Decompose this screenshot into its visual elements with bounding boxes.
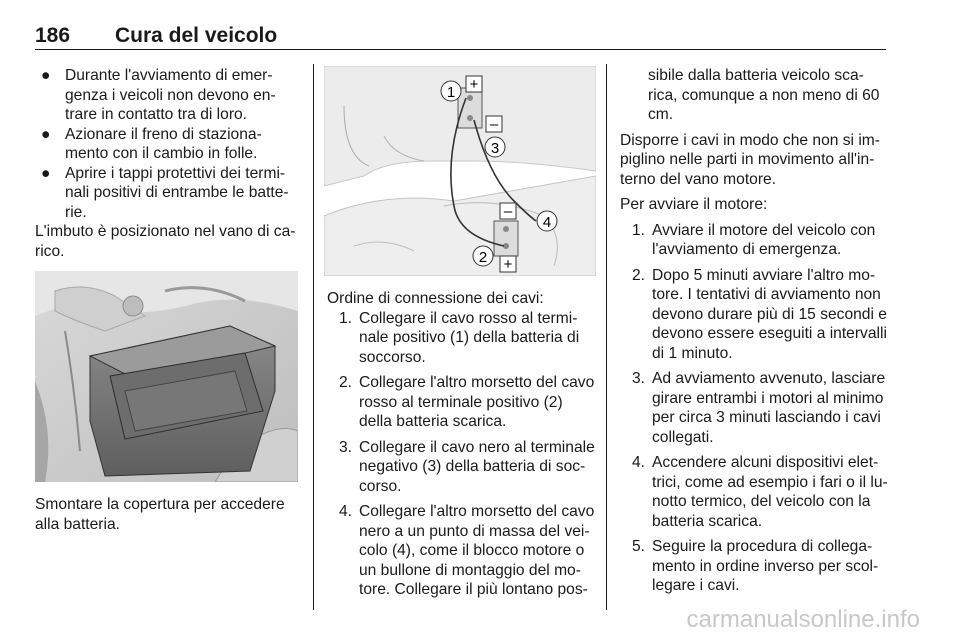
column-3 <box>620 66 888 602</box>
jump-start-illustration <box>324 66 596 276</box>
callout-4: 4 <box>542 214 552 231</box>
continuation-text: sibile dalla batteria veicolo sca-rica, comunque a non meno di 60 cm. <box>648 67 880 123</box>
battery-cover-illustration <box>35 271 298 482</box>
header-rule <box>35 49 886 50</box>
column-divider-2 <box>606 64 607 610</box>
bullet-item: ● Azionare il freno di staziona-mento con il cambio in folle. <box>41 125 262 162</box>
list-item: 4. Collegare l'altro morsetto del cavo nero a un punto di massa del vei-colo (4), come il blocco motore o un bullone di montaggio del mo-tore. Collegare il più lontano pos- <box>339 503 595 598</box>
funnel-paragraph: L'imbuto è posizionato nel vano di ca-rico. <box>35 223 296 260</box>
list-item: 3. Ad avviamento avvenuto, lasciare girare entrambi i motori al minimo per circa 3 minuti lasciando i cavi collegati. <box>632 370 886 446</box>
plus-symbol-bottom: + <box>503 256 513 273</box>
list-item: 5. Seguire la procedura di collega-mento in ordine inverso per scol-legare i cavi. <box>632 538 879 594</box>
start-steps <box>620 221 888 596</box>
figure-caption-block <box>35 495 303 534</box>
callout-3: 3 <box>490 140 500 157</box>
watermark: carmanualsonline.info <box>686 606 920 633</box>
bullet-icon: ● <box>41 164 51 182</box>
bullet-icon: ● <box>41 67 51 84</box>
plus-symbol-top: + <box>469 76 479 93</box>
minus-symbol-bottom: – <box>503 203 513 220</box>
bullet-item: ● Durante l'avviamento di emer-genza i veicoli non devono en-trare in contatto tra di loro. <box>41 67 276 123</box>
page-header <box>35 18 885 48</box>
bullet-icon: ● <box>41 125 51 143</box>
cables-paragraph: Disporre i cavi in modo che non si im-piglino nelle parti in movimento all'in-terno del vano motore. <box>620 131 880 188</box>
callout-2: 2 <box>478 249 488 266</box>
list-item: 2. Dopo 5 minuti avviare l'altro mo-tore. I tentativi di avviamento non devono durare più di 15 secondi e devono essere eseguiti a intervalli di 1 minuto. <box>632 266 887 362</box>
jump-start-diagram <box>324 66 596 276</box>
list-item: 1. Avviare il motore del veicolo con l'avviamento di emergenza. <box>632 221 876 258</box>
bullet-item: ● Aprire i tappi protettivi dei termi-nali positivi di entrambe le batte-rie. <box>41 164 289 221</box>
callout-1: 1 <box>446 84 456 101</box>
list-item: 1. Collegare il cavo rosso al termi-nale positivo (1) della batteria di soccorso. <box>339 309 580 366</box>
page-title: Cura del veicolo <box>115 24 278 47</box>
list-item: 2. Collegare l'altro morsetto del cavo rosso al terminale positivo (2) della batteria scarica. <box>339 374 595 430</box>
battery-cover-figure <box>35 271 298 482</box>
list-item: 4. Accendere alcuni dispositivi elet-trici, come ad esempio i fari o il lu-notto termico, del veicolo con la batteria scarica. <box>632 454 888 530</box>
connection-intro: Ordine di connessione dei cavi: <box>327 290 544 307</box>
column-1 <box>35 66 303 261</box>
column-2 <box>327 289 595 606</box>
column-divider-1 <box>313 64 314 610</box>
figure-caption: Smontare la copertura per accedere alla batteria. <box>35 496 285 533</box>
start-intro: Per avviare il motore: <box>620 196 768 213</box>
page-number: 186 <box>35 24 71 47</box>
connection-steps <box>327 309 595 600</box>
minus-symbol-top: – <box>489 116 499 133</box>
list-item: 3. Collegare il cavo nero al terminale negativo (3) della batteria di soc-corso. <box>339 438 595 495</box>
